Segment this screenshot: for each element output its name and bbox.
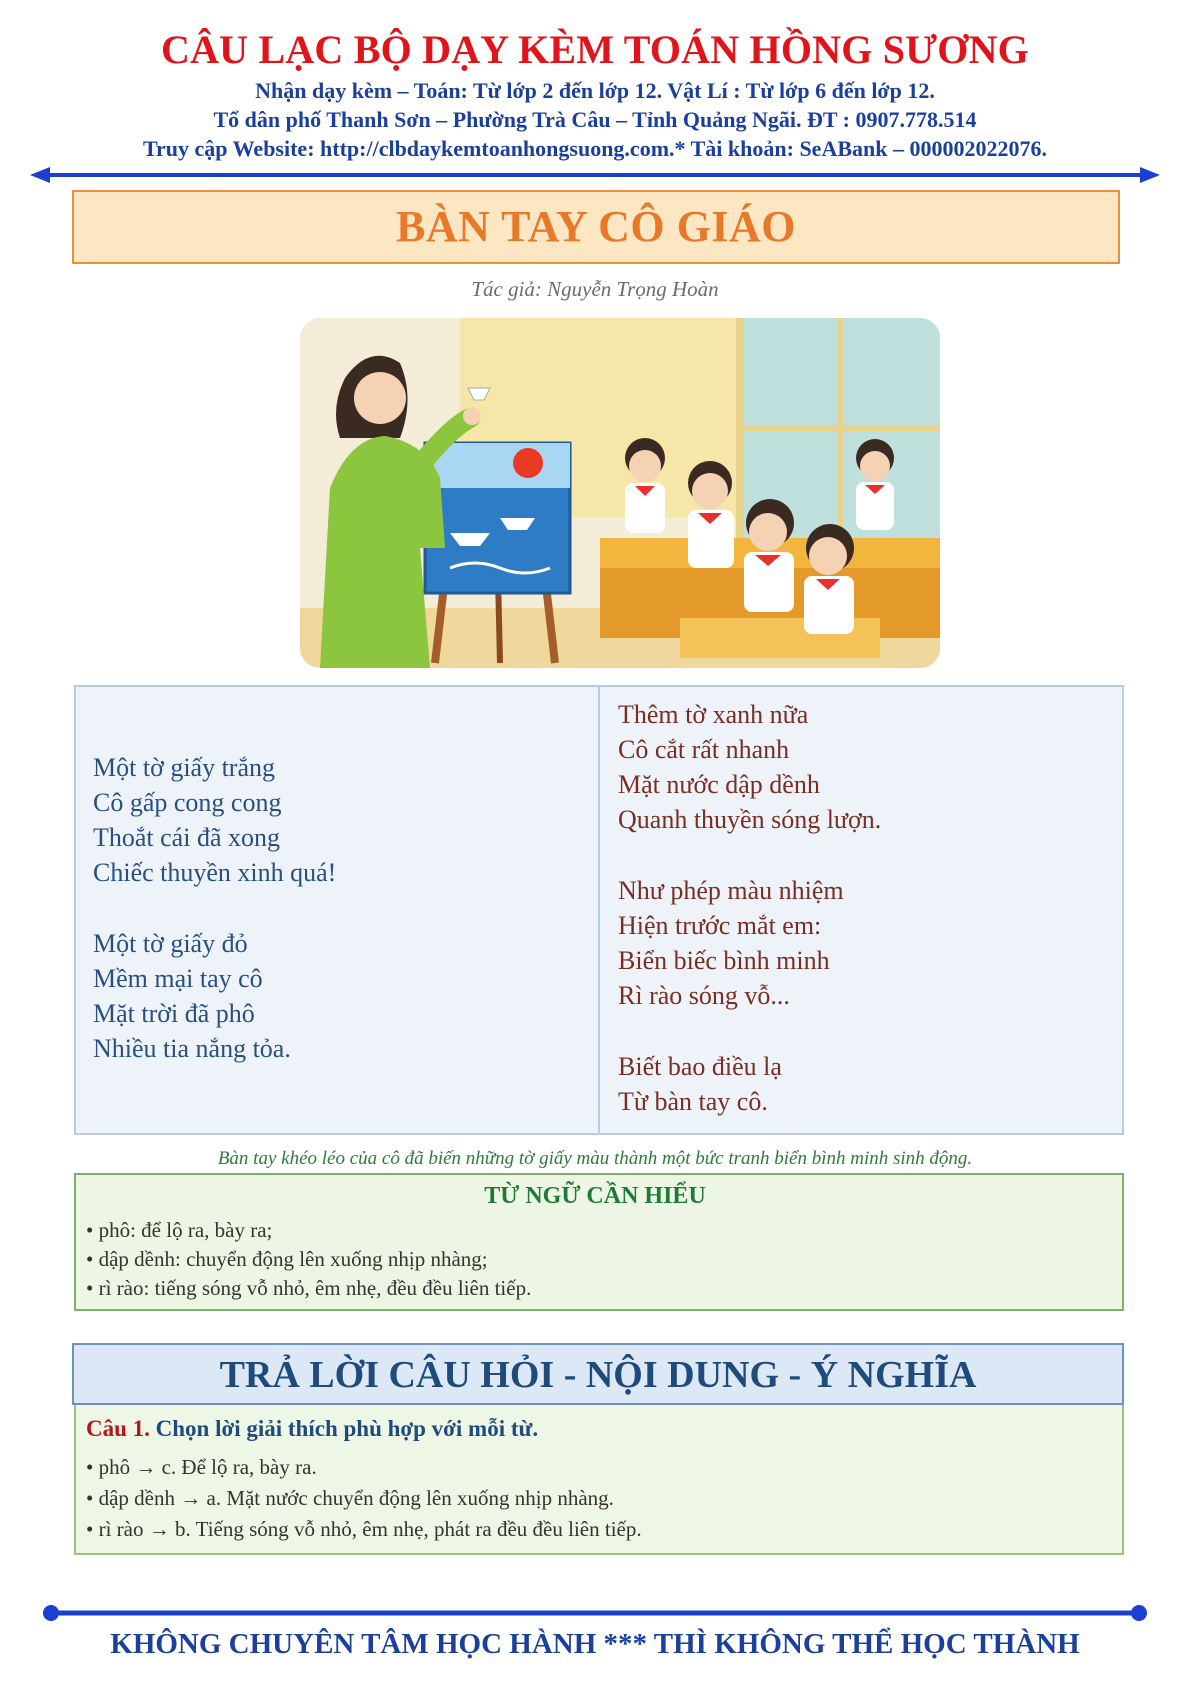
footer-slogan: KHÔNG CHUYÊN TÂM HỌC HÀNH *** THÌ KHÔNG THỂ HỌC THÀNH: [110, 1628, 1080, 1660]
header-line-services: Nhận dạy kèm – Toán: Từ lớp 2 đến lớp 12. Vật Lí : Từ lớp 6 đến lớp 12.: [255, 78, 935, 103]
qa-section-header: [72, 1343, 1124, 1405]
poem-column-divider: [598, 685, 600, 1135]
poem-line: Mềm mại tay cô: [93, 964, 263, 993]
answer-item: • dập dềnh → a. Mặt nước chuyển động lên xuống nhịp nhàng.: [86, 1486, 614, 1510]
poem-title-box: [72, 190, 1120, 264]
poem-line: Thêm tờ xanh nữa: [618, 700, 809, 729]
vocab-item: • rì rào: tiếng sóng vỗ nhỏ, êm nhẹ, đều đều liên tiếp.: [86, 1276, 532, 1300]
header-line-website: Truy cập Website: http://clbdaykemtoanhongsuong.com.* Tài khoản: SeABank – 000002022076.: [143, 136, 1047, 161]
poem-line: Hiện trước mắt em:: [618, 911, 822, 940]
poem-line: Mặt nước dập dềnh: [618, 770, 820, 799]
question-1: [86, 1416, 538, 1442]
poem-line: Biển biếc bình minh: [618, 946, 830, 975]
qa-section-title: TRẢ LỜI CÂU HỎI - NỘI DUNG - Ý NGHĨA: [219, 1354, 977, 1396]
poem-line: Mặt trời đã phô: [93, 999, 255, 1028]
poem-line: Cô cắt rất nhanh: [618, 735, 790, 764]
footer-divider-line: [42, 1604, 1148, 1622]
vocab-item: • phô: để lộ ra, bày ra;: [86, 1218, 273, 1242]
vocab-title: TỪ NGỮ CẦN HIỂU: [484, 1183, 706, 1209]
question-text: Chọn lời giải thích phù hợp với mỗi từ.: [155, 1416, 539, 1441]
poem-line: Như phép màu nhiệm: [618, 876, 844, 905]
double-arrow-divider: [30, 166, 1160, 184]
answer-item: • phô → c. Để lộ ra, bày ra.: [86, 1455, 317, 1479]
question-label: Câu 1.: [86, 1416, 150, 1441]
poem-line: Quanh thuyền sóng lượn.: [618, 805, 882, 834]
answer-item: • rì rào → b. Tiếng sóng vỗ nhỏ, êm nhẹ, phát ra đều đều liên tiếp.: [86, 1517, 642, 1541]
poem-line: Cô gấp cong cong: [93, 788, 282, 817]
poem-title: BÀN TAY CÔ GIÁO: [396, 202, 796, 251]
poem-line: Một tờ giấy trắng: [93, 753, 275, 782]
vocab-item: • dập dềnh: chuyển động lên xuống nhịp nhàng;: [86, 1247, 488, 1271]
header-line-address: Tổ dân phố Thanh Sơn – Phường Trà Câu – Tỉnh Quảng Ngãi. ĐT : 0907.778.514: [213, 107, 977, 132]
poem-line: Từ bàn tay cô.: [618, 1087, 768, 1116]
poem-line: Rì rào sóng vỗ...: [618, 981, 790, 1010]
poem-line: Một tờ giấy đỏ: [93, 929, 248, 958]
teacher-classroom-illustration: [300, 318, 940, 668]
poem-line: Nhiều tia nắng tỏa.: [93, 1034, 291, 1063]
poem-caption: Bàn tay khéo léo của cô đã biến những tờ giấy màu thành một bức tranh biển bình minh sinh động.: [217, 1148, 973, 1169]
poem-author: Tác giả: Nguyễn Trọng Hoàn: [471, 277, 719, 301]
poem-line: Chiếc thuyền xinh quá!: [93, 858, 337, 887]
poem-line: Thoắt cái đã xong: [93, 823, 280, 852]
club-title: CÂU LẠC BỘ DẠY KÈM TOÁN HỒNG SƯƠNG: [161, 27, 1029, 72]
poem-line: Biết bao điều lạ: [618, 1052, 782, 1081]
